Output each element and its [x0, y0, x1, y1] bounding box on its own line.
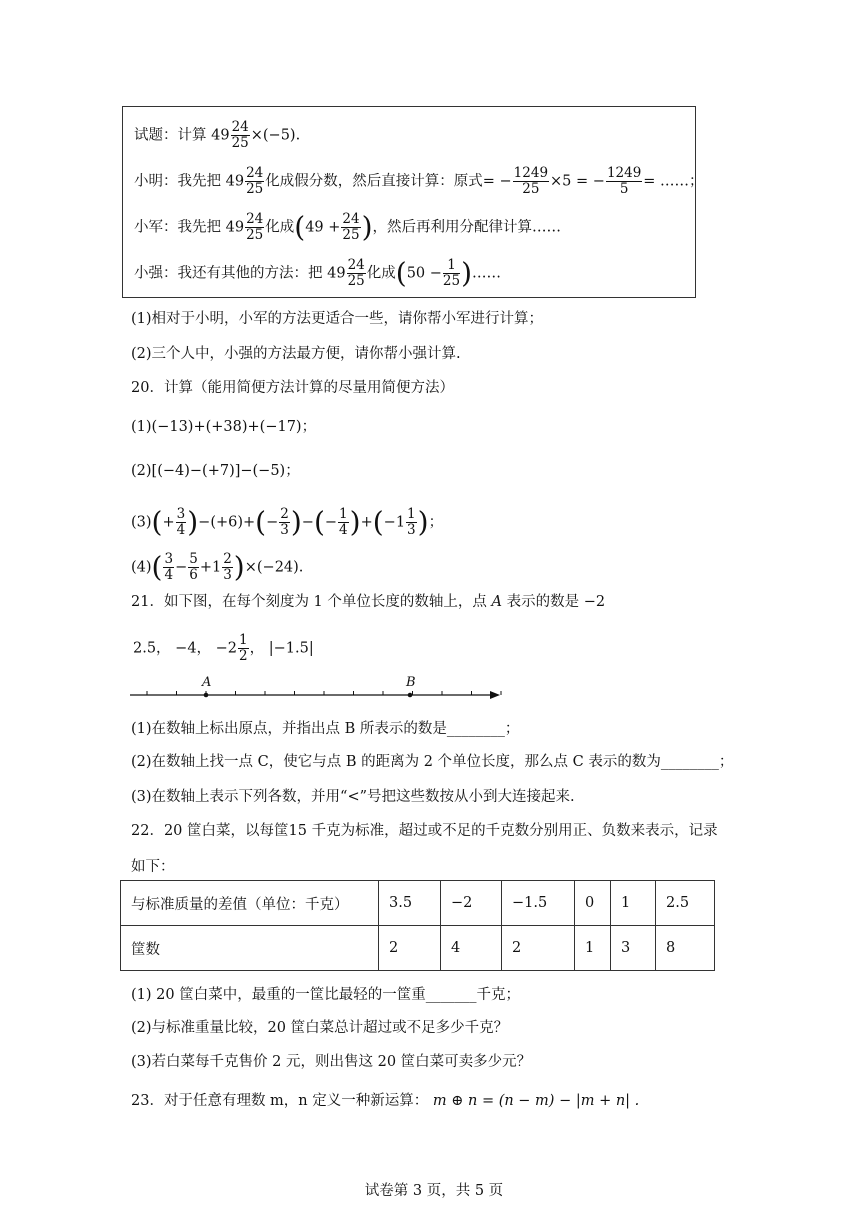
- fraction: [341, 212, 360, 243]
- table-cell: 3: [611, 926, 656, 971]
- frac-num: 1: [339, 506, 348, 522]
- frac-den: 25: [231, 135, 249, 151]
- frac-num: 2: [280, 506, 289, 522]
- frac-num: 24: [342, 211, 360, 227]
- fraction: [347, 258, 366, 289]
- frac-num: 3: [164, 551, 174, 567]
- part-label: (3): [131, 514, 152, 531]
- frac-num: 1: [239, 632, 248, 648]
- operator: −: [175, 559, 188, 576]
- fraction: [245, 212, 264, 243]
- table-cell: 3.5: [379, 881, 441, 926]
- left-paren: (: [255, 505, 267, 539]
- box-xiaoming-line: [134, 166, 704, 197]
- right-paren: ): [290, 505, 302, 539]
- table-cell: 与标准质量的差值（单位：千克）: [121, 881, 379, 926]
- frac-num: 1: [443, 258, 460, 274]
- fraction: [176, 507, 187, 538]
- frac-den: 6: [189, 567, 198, 583]
- point-b-label: B: [406, 675, 416, 690]
- frac-den: 25: [342, 227, 360, 243]
- table-cell: −1.5: [502, 881, 575, 926]
- q20-title: 20．计算（能用简便方法计算的尽量用简便方法）: [131, 380, 454, 396]
- fraction: [245, 166, 264, 197]
- table-cell: 2: [379, 926, 441, 971]
- number-line-arrow: [490, 691, 500, 699]
- q22-title-line2: 如下：: [131, 859, 175, 875]
- left-paren: (: [395, 256, 407, 290]
- table-row: [121, 881, 715, 926]
- frac-den: 3: [223, 567, 232, 583]
- q21-title-b: 表示的数是 −2: [502, 594, 606, 610]
- fraction: [338, 507, 349, 538]
- frac-den: 2: [239, 648, 248, 664]
- sign: −1: [383, 514, 406, 531]
- box-xiaoqiang-line: [134, 258, 501, 289]
- q22-part2: (2)与标准重量比较，20 筐白菜总计超过或不足多少千克？: [131, 1020, 509, 1036]
- mixed-int: 49: [225, 219, 245, 236]
- table-cell: 2.5: [656, 881, 715, 926]
- frac-den: 3: [407, 522, 416, 538]
- table-row: [121, 926, 715, 971]
- operator: −(+6)+: [198, 514, 256, 531]
- fraction: [188, 552, 199, 583]
- xj-label: 小军：我先把: [134, 219, 221, 236]
- right-paren: ): [233, 550, 245, 584]
- q23-text: 23．对于任意有理数 m，n 定义一种新运算：: [131, 1093, 429, 1109]
- left-paren: (: [372, 505, 384, 539]
- sign: −: [266, 514, 279, 531]
- frac-den: 3: [280, 522, 289, 538]
- fraction: [513, 166, 549, 197]
- frac-den: 4: [339, 522, 348, 538]
- fraction: [238, 633, 249, 664]
- table-cell: 8: [656, 926, 715, 971]
- sign: +: [162, 514, 175, 531]
- q20-expr4: [131, 552, 303, 583]
- left-paren: (: [151, 550, 163, 584]
- table-cell: 2: [502, 926, 575, 971]
- fraction: [222, 552, 233, 583]
- frac-num: 24: [246, 211, 264, 227]
- xq-tail: ……: [472, 265, 502, 282]
- xm-expr-pre: = −: [482, 173, 512, 190]
- frac-num: 2: [223, 551, 232, 567]
- fraction: [606, 166, 642, 197]
- q19-part2: (2)三个人中，小强的方法最方便，请你帮小强计算.: [131, 346, 461, 362]
- point-a-dot: [204, 693, 209, 698]
- table-cell: 筐数: [121, 926, 379, 971]
- point-a-label: A: [202, 675, 212, 690]
- xm-mid: 化成假分数，然后直接计算：原式: [265, 173, 483, 190]
- frac-num: 1249: [513, 165, 549, 181]
- part-label: (4): [131, 559, 152, 576]
- box-xiaojun-line: [134, 212, 561, 243]
- frac-num: 24: [231, 119, 249, 135]
- q21-title-a: 21．如下图，在每个刻度为 1 个单位长度的数轴上，点: [131, 594, 492, 610]
- mixed-int: 49: [327, 265, 346, 282]
- xj-mid: 化成: [265, 219, 295, 236]
- q21-title: [131, 593, 605, 611]
- frac-den: 25: [522, 181, 540, 197]
- left-paren: (: [151, 505, 163, 539]
- fraction: [231, 120, 250, 151]
- frac-den: 4: [176, 522, 186, 538]
- box-question-line: [134, 120, 300, 151]
- mixed-int: 49: [225, 173, 245, 190]
- frac-den: 25: [347, 273, 365, 289]
- frac-den: 25: [442, 273, 461, 289]
- xj-inner: 49 +: [305, 219, 341, 236]
- operator: +1: [199, 559, 222, 576]
- q21-point-a: A: [491, 594, 502, 610]
- right-paren: ): [361, 210, 373, 244]
- frac-num: 24: [347, 257, 365, 273]
- q21-numbers: [133, 633, 314, 664]
- q21-nums-b: ， |−1.5|: [249, 640, 314, 657]
- operator: −: [301, 514, 314, 531]
- number-line: [128, 684, 508, 714]
- xm-tail: = ……；: [643, 173, 704, 190]
- end-punct: ×(−24).: [244, 559, 304, 576]
- q23-line: [131, 1092, 639, 1110]
- xq-inner: 50 −: [406, 265, 442, 282]
- table-cell: 1: [611, 881, 656, 926]
- xq-mid: 化成: [366, 265, 396, 282]
- box-question-tail: ×(−5).: [250, 127, 301, 144]
- right-paren: ): [349, 505, 361, 539]
- q22-part1: (1) 20 筐白菜中，最重的一筐比最轻的一筐重_______千克；: [131, 987, 520, 1003]
- q21-nums-a: 2.5， −4， −2: [133, 640, 238, 657]
- data-table: [120, 880, 715, 971]
- page-footer: 试卷第 3 页，共 5 页: [364, 1183, 504, 1199]
- operator: +: [360, 514, 373, 531]
- right-paren: ): [187, 505, 199, 539]
- frac-den: 25: [246, 181, 264, 197]
- mixed-int: 49: [211, 127, 230, 144]
- q21-part2: (2)在数轴上找一点 C，使它与点 B 的距离为 2 个单位长度，那么点 C 表示的数为________；: [131, 754, 734, 770]
- q20-expr2: (2)[(−4)−(+7)]−(−5)；: [131, 463, 300, 479]
- xm-expr-post: ×5 = −: [550, 173, 605, 190]
- frac-num: 3: [176, 506, 186, 522]
- left-paren: (: [313, 505, 325, 539]
- q22-title-line1: 22．20 筐白菜，以每筐15 千克为标准，超过或不足的千克数分别用正、负数来表示，记录: [131, 823, 718, 839]
- end-punct: ；: [428, 514, 444, 531]
- left-paren: (: [294, 210, 306, 244]
- frac-den: 4: [164, 567, 174, 583]
- q21-part1: (1)在数轴上标出原点，并指出点 B 所表示的数是________；: [131, 721, 520, 737]
- frac-num: 1: [407, 506, 416, 522]
- q21-part3: (3)在数轴上表示下列各数，并用“<”号把这些数按从小到大连接起来.: [131, 789, 575, 805]
- fraction: [163, 552, 174, 583]
- sign: −: [324, 514, 338, 531]
- frac-den: 25: [246, 227, 264, 243]
- right-paren: ): [417, 505, 429, 539]
- right-paren: ): [461, 256, 473, 290]
- table-cell: 1: [575, 926, 611, 971]
- xj-tail: ，然后再利用分配律计算……: [372, 219, 562, 236]
- q19-part1: (1)相对于小明，小军的方法更适合一些，请你帮小军进行计算；: [131, 311, 544, 327]
- xm-label: 小明：我先把: [134, 173, 221, 190]
- fraction: [443, 258, 460, 289]
- q22-part3: (3)若白菜每千克售价 2 元，则出售这 20 筐白菜可卖多少元？: [131, 1054, 532, 1070]
- xq-label: 小强：我还有其他的方法：把: [134, 265, 323, 282]
- fraction: [279, 507, 290, 538]
- table-cell: −2: [441, 881, 502, 926]
- q20-expr3: [131, 507, 443, 538]
- box-question-label: 试题：计算: [134, 127, 207, 144]
- table-cell: 4: [441, 926, 502, 971]
- frac-den: 5: [619, 181, 629, 197]
- fraction: [406, 507, 417, 538]
- frac-num: 24: [246, 165, 264, 181]
- frac-num: 5: [189, 551, 198, 567]
- table-cell: 0: [575, 881, 611, 926]
- q20-expr1: (1)(−13)+(+38)+(−17)；: [131, 419, 317, 435]
- point-b-dot: [408, 693, 413, 698]
- frac-num: 1249: [606, 165, 642, 181]
- q23-formula: m ⊕ n = (n − m) − |m + n| .: [432, 1093, 640, 1109]
